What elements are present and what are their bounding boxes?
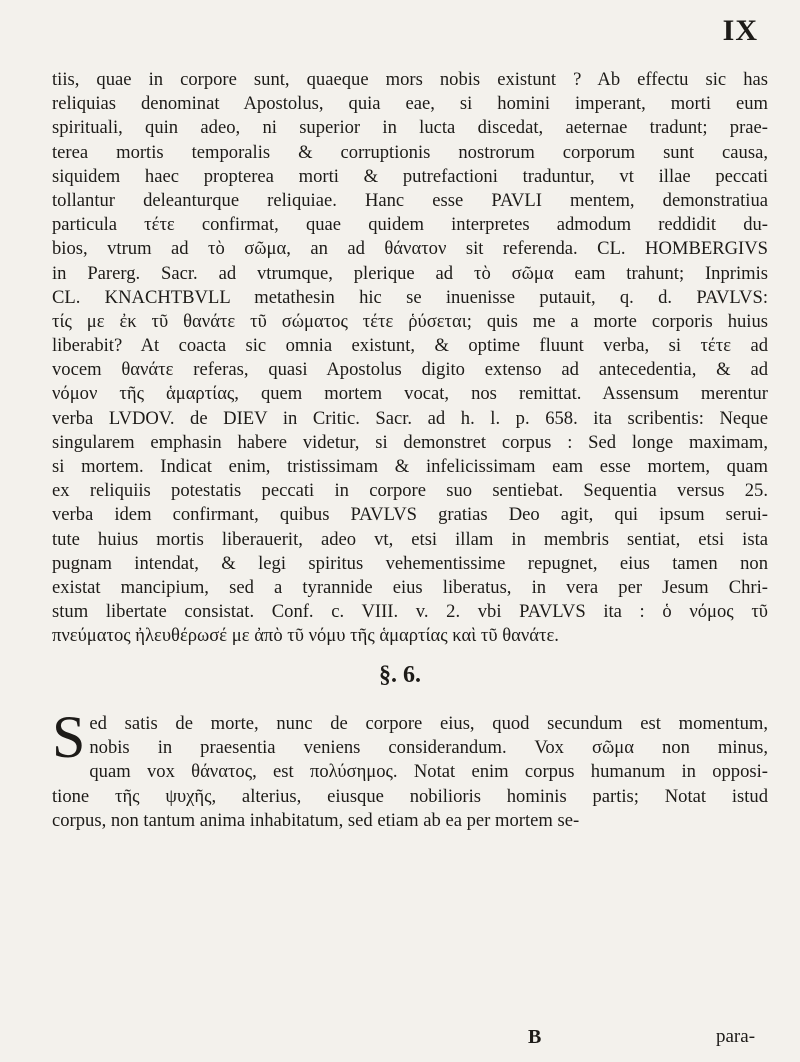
paragraph-1-line-10: CL. KNACHTBVLL metathesin hic se inuenisse putauit, q. d. PAVLVS: [52, 286, 768, 308]
paragraph-1-line-18: ex reliquiis potestatis peccati in corpore suo sentiebat. Sequentia versus 25. [52, 480, 768, 502]
paragraph-1-line-9: in Parerg. Sacr. ad vtrumque, plerique ad τὸ σῶμα eam trahunt; Inprimis [52, 262, 768, 284]
paragraph-1-line-16: singularem emphasin habere videtur, si demonstret corpus : Sed longe maximam, [52, 431, 768, 453]
paragraph-2-line-1: ed satis de morte, nunc de corpore eius, quod secundum est momentum, [89, 713, 768, 734]
paragraph-1-line-19: verba idem confirmant, quibus PAVLVS gratias Deo agit, qui ipsum serui- [52, 504, 768, 526]
paragraph-1-line-11: τίς με ἐκ τῦ θανάτε τῦ σώματος τέτε ῥύσεται; quis me a morte corporis huius [52, 310, 768, 332]
paragraph-1-line-2: reliquias denominat Apostolus, quia eae, si homini imperant, morti eum [52, 93, 768, 115]
paragraph-1-line-5: siquidem haec propterea morti & putrefactioni traduntur, vt illae peccati [52, 165, 768, 187]
paragraph-2-line-5: corpus, non tantum anima inhabitatum, sed etiam ab ea per mortem se- [52, 809, 580, 831]
paragraph-1-line-13: vocem θανάτε referas, quasi Apostolus digito extenso ad antecedentia, & ad [52, 359, 768, 381]
page-number: IX [722, 14, 758, 47]
paragraph-2-line-2: nobis in praesentia veniens considerandum. Vox σῶμα non minus, [89, 737, 768, 759]
paragraph-2 [52, 704, 768, 833]
paragraph-1-line-24: πνεύματος ἠλευθέρωσέ με ἀπὸ τῦ νόμυ τῆς ἁμαρτίας καὶ τῦ θανάτε. [52, 625, 559, 647]
paragraph-1-line-17: si mortem. Indicat enim, tristissimam & infelicissimam eam esse mortem, quam [52, 456, 768, 477]
paragraph-1-line-21: pugnam intendat, & legi spiritus vehementissime repugnet, eius tamen non [52, 552, 768, 574]
paragraph-1-line-3: spirituali, quin adeo, ni superior in lucta discedat, aeternae tradunt; prae- [52, 117, 768, 139]
paragraph-1-line-15: verba LVDOV. de DIEV in Critic. Sacr. ad h. l. p. 658. ita scribentis: Neque [52, 407, 768, 429]
paragraph-1-line-8: bios, vtrum ad τὸ σῶμα, an ad θάνατον sit referenda. CL. HOMBERGIVS [52, 238, 768, 260]
paragraph-1-line-7: particula τέτε confirmat, quae quidem interpretes admodum reddidit du- [52, 214, 768, 236]
paragraph-1 [52, 68, 768, 649]
paragraph-2-line-4: tione τῆς ψυχῆς, alterius, eiusque nobilioris hominis partis; Notat istud [52, 785, 768, 807]
paragraph-2-lines [52, 704, 768, 833]
paragraph-1-line-14: νόμον τῆς ἁμαρτίας, quem mortem vocat, nos remittat. Assensum merentur [52, 383, 768, 405]
paragraph-1-line-6: tollantur deleanturque reliquiae. Hanc esse PAVLI mentem, demonstratiua [52, 189, 768, 211]
printer-signature: B [528, 1026, 542, 1048]
catchword: para- [716, 1026, 756, 1047]
paragraph-1-line-22: existat mancipium, sed a tyrannide eius liberatus, in vera per Jesum Chri- [52, 576, 768, 598]
paragraph-1-line-12: liberabit? At coacta sic omnia existunt, & optime fluunt verba, si τέτε ad [52, 335, 768, 357]
paragraph-1-line-20: tute huius mortis liberauerit, adeo vt, etsi illam in membris sentiat, etsi ista [52, 528, 768, 550]
drop-capital: S [52, 704, 86, 770]
paragraph-1-line-1: tiis, quae in corpore sunt, quaeque mors nobis existunt ? Ab effectu sic has [52, 69, 768, 90]
section-heading: §. 6. [379, 662, 421, 688]
paragraph-1-line-23: stum libertate consistat. Conf. c. VIII. v. 2. vbi PAVLVS ita : ὁ νόμος τῦ [52, 601, 768, 623]
paragraph-1-line-4: terea mortis temporalis & corruptionis nostrorum corporum sunt causa, [52, 141, 768, 163]
paragraph-2-line-3: quam vox θάνατος, est πολύσημος. Notat enim corpus humanum in opposi- [89, 761, 768, 783]
